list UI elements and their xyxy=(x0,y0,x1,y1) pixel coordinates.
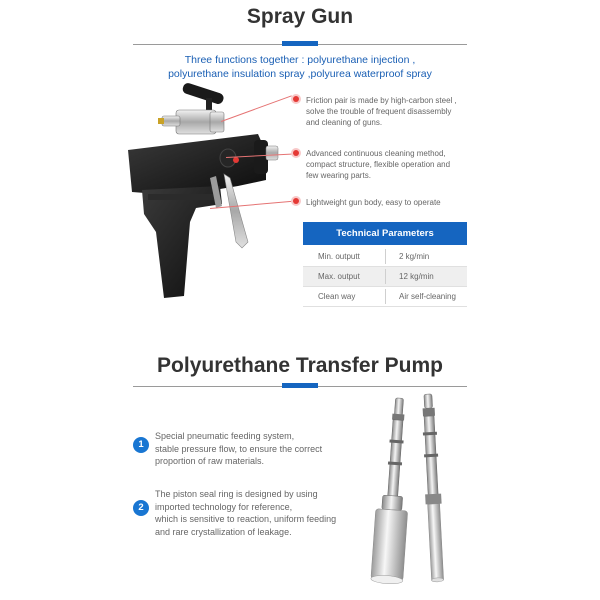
technical-parameters-header: Technical Parameters xyxy=(303,222,467,245)
spray-gun-subtitle-line2: polyurethane insulation spray ,polyurea waterproof spray xyxy=(168,68,432,80)
table-divider xyxy=(303,306,467,307)
param-row-min-output xyxy=(303,247,467,266)
feature-text-1: Friction pair is made by high-carbon steel , solve the trouble of frequent disassembly and cleaning of guns. xyxy=(306,96,457,127)
point-number-badge: 1 xyxy=(133,437,149,453)
feature-text-3: Lightweight gun body, easy to operate xyxy=(306,198,441,207)
spray-gun-image xyxy=(118,82,298,312)
transfer-pump-title: Polyurethane Transfer Pump xyxy=(157,354,443,377)
feature-marker-1 xyxy=(293,96,299,102)
param-value: Air self-cleaning xyxy=(399,292,456,301)
pump-point-text-2: The piston seal ring is designed by using imported technology for reference, which is sensitive to reaction, uniform feeding and rare crystallization of leakage. xyxy=(155,489,337,537)
param-label: Min. outputt xyxy=(318,252,360,261)
feature-marker-2 xyxy=(293,150,299,156)
param-value: 2 kg/min xyxy=(399,252,430,261)
spray-gun-title: Spray Gun xyxy=(246,5,354,28)
param-label: Clean way xyxy=(318,292,356,301)
spray-gun-subtitle-line1: Three functions together : polyurethane injection , xyxy=(184,54,416,66)
title-accent-bar xyxy=(282,41,318,46)
feature-marker-3 xyxy=(293,198,299,204)
title-accent-bar xyxy=(282,383,318,388)
pump-point-text-1: Special pneumatic feeding system, stable pressure flow, to ensure the correct proportion of raw materials. xyxy=(155,431,323,466)
feature-text-2: Advanced continuous cleaning method, compact structure, flexible operation and few wearing parts. xyxy=(306,149,451,180)
param-label: Max. output xyxy=(318,272,360,281)
param-row-clean-way xyxy=(303,287,467,306)
param-value: 12 kg/min xyxy=(399,272,434,281)
param-row-max-output xyxy=(303,267,467,286)
transfer-pump-image xyxy=(355,392,465,592)
point-number-badge: 2 xyxy=(133,500,149,516)
